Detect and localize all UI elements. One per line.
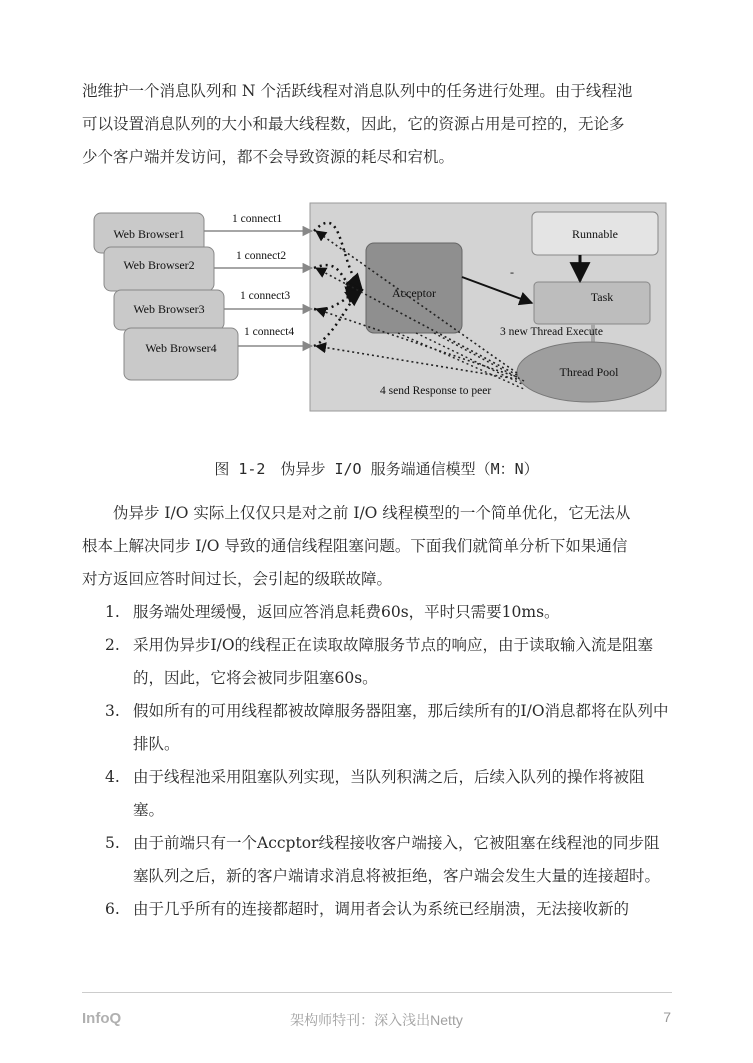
thread-pool-ellipse — [517, 342, 661, 402]
analysis-line-1: 伪异步 I/O 实际上仅仅只是对之前 I/O 线程模型的一个简单优化，它无法从 — [113, 504, 631, 522]
infoq-logo: InfoQ — [82, 1010, 122, 1027]
browser-label-1: Web Browser1 — [113, 227, 185, 241]
footer-title: 架构师特刊：深入浅出Netty — [290, 1012, 463, 1028]
connect-label-1: 1 connect1 — [232, 213, 283, 225]
list-item-number: 1. — [105, 603, 120, 621]
list-item — [82, 695, 672, 761]
runnable-label: Runnable — [572, 227, 618, 241]
browser-label-4: Web Browser4 — [145, 341, 217, 355]
send-response-label: 4 send Response to peer — [380, 385, 492, 397]
connect-label-3: 1 connect3 — [240, 290, 291, 302]
list-item — [82, 893, 672, 926]
intro-line-3: 少个客户端并发访问，都不会导致资源的耗尽和宕机。 — [82, 148, 455, 166]
list-item — [82, 596, 672, 629]
list-item — [82, 629, 672, 695]
analysis-line-3: 对方返回应答时间过长，会引起的级联故障。 — [82, 570, 393, 588]
failure-list — [82, 596, 672, 926]
footer-divider — [82, 992, 672, 993]
task-label: Task — [590, 290, 614, 304]
list-item-number: 2. — [105, 636, 120, 654]
acceptor-label: Acceptor — [392, 286, 436, 300]
list-item — [82, 761, 672, 827]
page-number: 7 — [663, 1009, 671, 1025]
list-item-number: 3. — [105, 702, 120, 720]
figure-caption: 图 1-2 伪异步 I/O 服务端通信模型（M：N） — [214, 460, 539, 478]
list-item-text: 服务端处理缓慢，返回应答消息耗费60s，平时只需要10ms。 — [133, 603, 560, 621]
task-box — [534, 282, 650, 324]
list-item-text: 采用伪异步I/O的线程正在读取故障服务节点的响应，由于读取输入流是阻塞的，因此，它将会被同步阻塞60s。 — [133, 636, 654, 687]
list-item-text: 由于线程池采用阻塞队列实现，当队列积满之后，后续入队列的操作将被阻塞。 — [133, 768, 645, 819]
list-item-number: 6. — [105, 900, 120, 918]
list-item-text: 假如所有的可用线程都被故障服务器阻塞，那后续所有的I/O消息都将在队列中排队。 — [133, 702, 669, 753]
list-item-text: 由于几乎所有的连接都超时，调用者会认为系统已经崩溃，无法接收新的 — [133, 900, 630, 918]
browser-label-2: Web Browser2 — [123, 258, 195, 272]
list-item-number: 5. — [105, 834, 120, 852]
connect-label-4: 1 connect4 — [244, 326, 295, 338]
browser-label-3: Web Browser3 — [133, 302, 205, 316]
browser-box-3 — [114, 290, 224, 330]
thread-pool-label: Thread Pool — [559, 365, 619, 379]
list-item — [82, 827, 672, 893]
runnable-box — [532, 212, 658, 255]
browser-box-2 — [104, 247, 214, 291]
threadpool-diagram — [84, 195, 674, 425]
intro-line-1: 池维护一个消息队列和 N 个活跃线程对消息队列中的任务进行处理。由于线程池 — [82, 82, 633, 100]
list-item-text: 由于前端只有一个Accptor线程接收客户端接入，它被阻塞在线程池的同步阻塞队列之后，新的客户端请求消息将被拒绝，客户端会发生大量的连接超时。 — [133, 834, 661, 885]
intro-line-2: 可以设置消息队列的大小和最大线程数，因此，它的资源占用是可控的，无论多 — [82, 115, 625, 133]
dash-mark: - — [510, 265, 514, 279]
list-item-number: 4. — [105, 768, 120, 786]
connect-label-2: 1 connect2 — [236, 250, 287, 262]
browser-box-4 — [124, 328, 238, 380]
analysis-line-2: 根本上解决同步 I/O 导致的通信线程阻塞问题。下面我们就简单分析下如果通信 — [82, 537, 628, 555]
new-thread-label: 3 new Thread Execute — [500, 326, 603, 338]
